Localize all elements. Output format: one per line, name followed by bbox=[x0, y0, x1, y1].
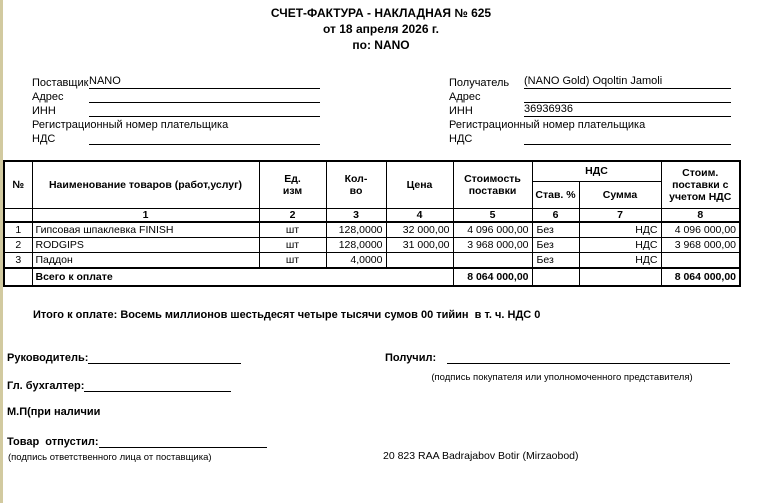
col-header-qty-line2: во bbox=[349, 184, 363, 197]
item-1-cost: 4 096 000,00 bbox=[453, 222, 532, 238]
goods-released-row bbox=[7, 435, 267, 448]
invoice-title-line1: СЧЕТ-ФАКТУРА - НАКЛАДНАЯ № 625 bbox=[270, 6, 492, 20]
supplier-regnum-row bbox=[32, 117, 320, 131]
col-header-total: Стоим. поставки с учетом НДС bbox=[661, 161, 740, 208]
item-3-num: 3 bbox=[4, 252, 32, 268]
col-header-vat-group: НДС bbox=[532, 161, 661, 181]
item-2-num: 2 bbox=[4, 237, 32, 252]
supplier-block bbox=[32, 75, 320, 145]
supplier-label: Поставщик bbox=[32, 77, 89, 89]
col-number-4: 4 bbox=[386, 208, 453, 222]
col-number-7: 7 bbox=[579, 208, 661, 222]
item-3-price bbox=[386, 252, 453, 268]
total-row-cost: 8 064 000,00 bbox=[453, 268, 532, 286]
col-header-num: № bbox=[4, 161, 32, 208]
item-2-vat-sum: НДС bbox=[579, 237, 661, 252]
accountant-signature-row bbox=[7, 379, 231, 392]
supplier-vat-value bbox=[89, 131, 320, 145]
accountant-label: Гл. бухгалтер: bbox=[7, 380, 85, 392]
item-2-total: 3 968 000,00 bbox=[661, 237, 740, 252]
col-header-vat-rate: Став. % bbox=[532, 181, 579, 208]
item-1-qty: 128,0000 bbox=[326, 222, 386, 238]
amount-in-words: Итого к оплате: Восемь миллионов шестьдесят четыре тысячи сумов 00 тийин в т. ч. НДС 0 bbox=[33, 309, 541, 321]
supplier-signature-note: (подпись ответственного лица от поставщика) bbox=[8, 452, 212, 463]
recipient-name-value: (NANO Gold) Oqoltin Jamoli bbox=[524, 75, 731, 89]
recipient-regnum-label: Регистрационный номер плательщика bbox=[449, 119, 646, 131]
item-2-vat-rate: Без bbox=[532, 237, 579, 252]
item-1-vat-sum: НДС bbox=[579, 222, 661, 238]
recipient-name-row bbox=[449, 75, 731, 89]
received-signature-line bbox=[447, 351, 730, 364]
col-number-6: 6 bbox=[532, 208, 579, 222]
recipient-signature-note: (подпись покупателя или уполномоченного представителя) bbox=[431, 372, 693, 383]
item-1-price: 32 000,00 bbox=[386, 222, 453, 238]
director-signature-line bbox=[88, 351, 241, 364]
header-row-numbers bbox=[4, 208, 740, 222]
recipient-inn-label: ИНН bbox=[449, 105, 473, 117]
col-header-qty bbox=[326, 161, 386, 208]
stamp-label: М.П(при наличии bbox=[7, 406, 101, 418]
col-header-unit-line1: Ед. bbox=[284, 172, 301, 185]
item-row-3 bbox=[4, 252, 740, 268]
supplier-address-value bbox=[89, 89, 320, 103]
total-row-vat-rate-blank bbox=[532, 268, 579, 286]
item-3-vat-rate: Без bbox=[532, 252, 579, 268]
item-3-name: Паддон bbox=[32, 252, 259, 268]
invoice-by-line: по: NANO bbox=[352, 38, 410, 52]
footer-reference: 20 823 RAA Badrajabov Botir (Mirzaobod) bbox=[383, 450, 579, 462]
supplier-vat-label: НДС bbox=[32, 133, 56, 145]
supplier-address-label: Адрес bbox=[32, 91, 64, 103]
recipient-address-value bbox=[524, 89, 731, 103]
header-row-labels bbox=[4, 161, 740, 181]
item-3-vat-sum: НДС bbox=[579, 252, 661, 268]
total-row-total: 8 064 000,00 bbox=[661, 268, 740, 286]
supplier-name-row bbox=[32, 75, 320, 89]
item-3-qty: 4,0000 bbox=[326, 252, 386, 268]
accountant-signature-line bbox=[84, 379, 231, 392]
item-1-num: 1 bbox=[4, 222, 32, 238]
col-number-3: 3 bbox=[326, 208, 386, 222]
item-row-2 bbox=[4, 237, 740, 252]
total-row-vat-sum-blank bbox=[579, 268, 661, 286]
supplier-vat-row bbox=[32, 131, 320, 145]
invoice-date-line: от 18 апреля 2026 г. bbox=[323, 22, 439, 36]
supplier-name-value: NANO bbox=[89, 75, 320, 89]
recipient-label: Получатель bbox=[449, 77, 510, 89]
items-table bbox=[3, 160, 741, 287]
item-2-qty: 128,0000 bbox=[326, 237, 386, 252]
col-header-qty-line1: Кол- bbox=[344, 172, 368, 185]
item-row-1 bbox=[4, 222, 740, 238]
col-number-blank bbox=[4, 208, 32, 222]
item-1-vat-rate: Без bbox=[532, 222, 579, 238]
invoice-title bbox=[0, 5, 762, 53]
col-header-unit bbox=[259, 161, 326, 208]
item-2-price: 31 000,00 bbox=[386, 237, 453, 252]
stamp-row bbox=[7, 406, 100, 418]
supplier-inn-row bbox=[32, 103, 320, 117]
recipient-address-label: Адрес bbox=[449, 91, 481, 103]
total-row-blank bbox=[4, 268, 32, 286]
col-header-name: Наименование товаров (работ,услуг) bbox=[32, 161, 259, 208]
recipient-regnum-row bbox=[449, 117, 731, 131]
item-3-total bbox=[661, 252, 740, 268]
col-number-1: 1 bbox=[32, 208, 259, 222]
director-signature-row bbox=[7, 351, 241, 364]
col-header-vat-sum: Сумма bbox=[579, 181, 661, 208]
item-3-unit: шт bbox=[259, 252, 326, 268]
supplier-address-row bbox=[32, 89, 320, 103]
recipient-inn-value: 36936936 bbox=[524, 103, 731, 117]
item-2-unit: шт bbox=[259, 237, 326, 252]
supplier-inn-value bbox=[89, 103, 320, 117]
col-header-price: Цена bbox=[386, 161, 453, 208]
recipient-inn-row bbox=[449, 103, 731, 117]
total-row bbox=[4, 268, 740, 286]
col-number-8: 8 bbox=[661, 208, 740, 222]
item-1-total: 4 096 000,00 bbox=[661, 222, 740, 238]
item-3-cost bbox=[453, 252, 532, 268]
goods-released-signature-line bbox=[99, 435, 267, 448]
recipient-vat-row bbox=[449, 131, 731, 145]
goods-released-label: Товар отпустил: bbox=[7, 436, 99, 448]
signature-block-recipient bbox=[385, 351, 735, 383]
item-2-name: RODGIPS bbox=[32, 237, 259, 252]
item-1-name: Гипсовая шпаклевка FINISH bbox=[32, 222, 259, 238]
recipient-vat-label: НДС bbox=[449, 133, 473, 145]
supplier-regnum-label: Регистрационный номер плательщика bbox=[32, 119, 229, 131]
supplier-inn-label: ИНН bbox=[32, 105, 56, 117]
col-number-2: 2 bbox=[259, 208, 326, 222]
received-signature-row bbox=[385, 351, 735, 364]
item-1-unit: шт bbox=[259, 222, 326, 238]
recipient-vat-value bbox=[524, 131, 731, 145]
col-header-cost: Стоимость поставки bbox=[453, 161, 532, 208]
col-number-5: 5 bbox=[453, 208, 532, 222]
recipient-address-row bbox=[449, 89, 731, 103]
total-row-label: Всего к оплате bbox=[32, 268, 453, 286]
received-label: Получил: bbox=[385, 352, 437, 364]
director-label: Руководитель: bbox=[7, 352, 89, 364]
item-2-cost: 3 968 000,00 bbox=[453, 237, 532, 252]
col-header-unit-line2: изм bbox=[282, 184, 303, 197]
recipient-block bbox=[449, 75, 731, 145]
